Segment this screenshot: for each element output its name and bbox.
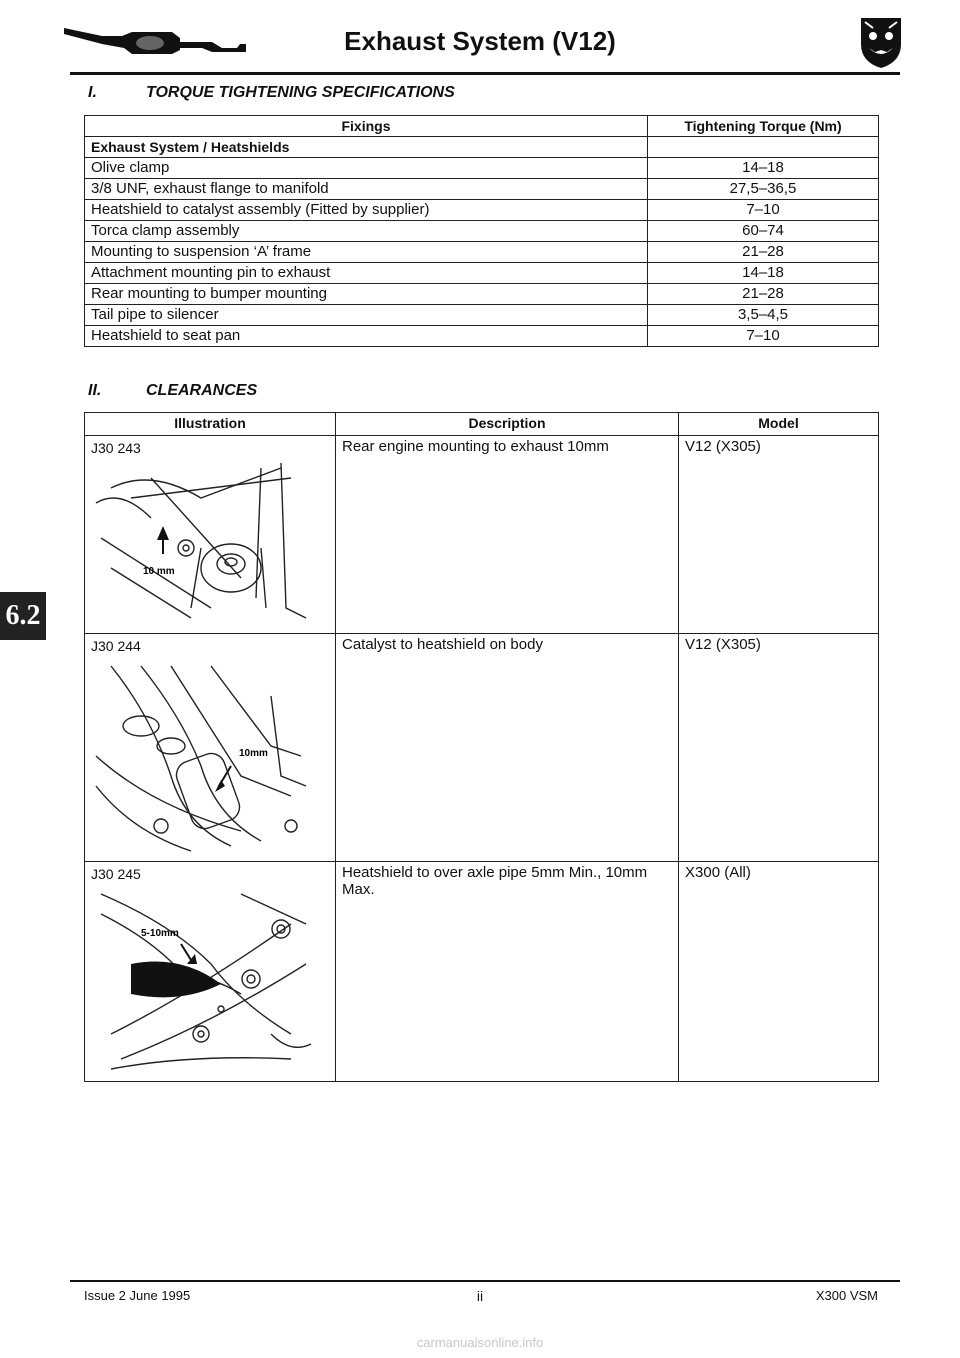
table-group-row (85, 137, 879, 158)
section-1-title: TORQUE TIGHTENING SPECIFICATIONS (146, 84, 455, 101)
torque-cell: 14–18 (648, 263, 879, 284)
fixing-cell: Heatshield to seat pan (85, 326, 648, 347)
fixing-cell: Olive clamp (85, 158, 648, 179)
table-row (85, 221, 879, 242)
callout-label: 10mm (239, 748, 268, 759)
section-2-title: CLEARANCES (146, 382, 258, 399)
illustration-cell (85, 436, 336, 634)
illustration-cell (85, 862, 336, 1082)
table-row (85, 305, 879, 326)
fixing-cell: Heatshield to catalyst assembly (Fitted by supplier) (85, 200, 648, 221)
section-2-number: II. (88, 382, 102, 399)
table-row (85, 436, 879, 634)
torque-table (84, 115, 879, 347)
page-title: Exhaust System (V12) (344, 26, 616, 56)
page-number: ii (476, 1288, 484, 1304)
column-header-model: Model (679, 413, 879, 436)
engine-mounting-drawing (91, 458, 317, 626)
group-empty-cell (648, 137, 879, 158)
model-cell: V12 (X305) (679, 436, 879, 634)
description-cell: Catalyst to heatshield on body (336, 634, 679, 862)
fixing-cell: Mounting to suspension ‘A’ frame (85, 242, 648, 263)
torque-cell: 7–10 (648, 326, 879, 347)
footer-rule (70, 1280, 900, 1282)
table-row (85, 158, 879, 179)
header-rule (70, 72, 900, 75)
fixing-cell: Attachment mounting pin to exhaust (85, 263, 648, 284)
callout-label: 10 mm (143, 566, 175, 577)
torque-cell: 60–74 (648, 221, 879, 242)
table-header-row (85, 116, 879, 137)
description-cell: Rear engine mounting to exhaust 10mm (336, 436, 679, 634)
watermark: carmanualsonline.info (416, 1335, 544, 1350)
table-row (85, 634, 879, 862)
illustration-cell (85, 634, 336, 862)
fixing-cell: Rear mounting to bumper mounting (85, 284, 648, 305)
torque-cell: 14–18 (648, 158, 879, 179)
section-1-number: I. (88, 84, 97, 101)
table-row (85, 263, 879, 284)
section-tab: 6.2 (0, 592, 46, 640)
torque-cell: 27,5–36,5 (648, 179, 879, 200)
column-header-torque: Tightening Torque (Nm) (648, 116, 879, 137)
table-row (85, 284, 879, 305)
manual-code: X300 VSM (815, 1288, 878, 1303)
group-label: Exhaust System / Heatshields (85, 137, 648, 158)
callout-label: 5-10mm (141, 928, 179, 939)
illustration-ref: J30 245 (91, 866, 141, 882)
column-header-description: Description (336, 413, 679, 436)
heatshield-axle-pipe-drawing (91, 884, 317, 1074)
torque-cell: 21–28 (648, 284, 879, 305)
jaguar-logo-icon (857, 14, 905, 70)
table-header-row (85, 413, 879, 436)
fixing-cell: Torca clamp assembly (85, 221, 648, 242)
column-header-fixings: Fixings (85, 116, 648, 137)
table-row (85, 242, 879, 263)
fixing-cell: Tail pipe to silencer (85, 305, 648, 326)
illustration-ref: J30 244 (91, 638, 141, 654)
model-cell: V12 (X305) (679, 634, 879, 862)
column-header-illustration: Illustration (85, 413, 336, 436)
torque-cell: 21–28 (648, 242, 879, 263)
table-row (85, 200, 879, 221)
torque-cell: 3,5–4,5 (648, 305, 879, 326)
table-row (85, 179, 879, 200)
clearance-table (84, 412, 879, 1082)
issue-date: Issue 2 June 1995 (84, 1288, 191, 1303)
fixing-cell: 3/8 UNF, exhaust flange to manifold (85, 179, 648, 200)
description-cell: Heatshield to over axle pipe 5mm Min., 10mm Max. (336, 862, 679, 1082)
illustration-ref: J30 243 (91, 440, 141, 456)
table-row (85, 326, 879, 347)
torque-cell: 7–10 (648, 200, 879, 221)
catalyst-heatshield-drawing (91, 656, 317, 856)
table-row (85, 862, 879, 1082)
model-cell: X300 (All) (679, 862, 879, 1082)
